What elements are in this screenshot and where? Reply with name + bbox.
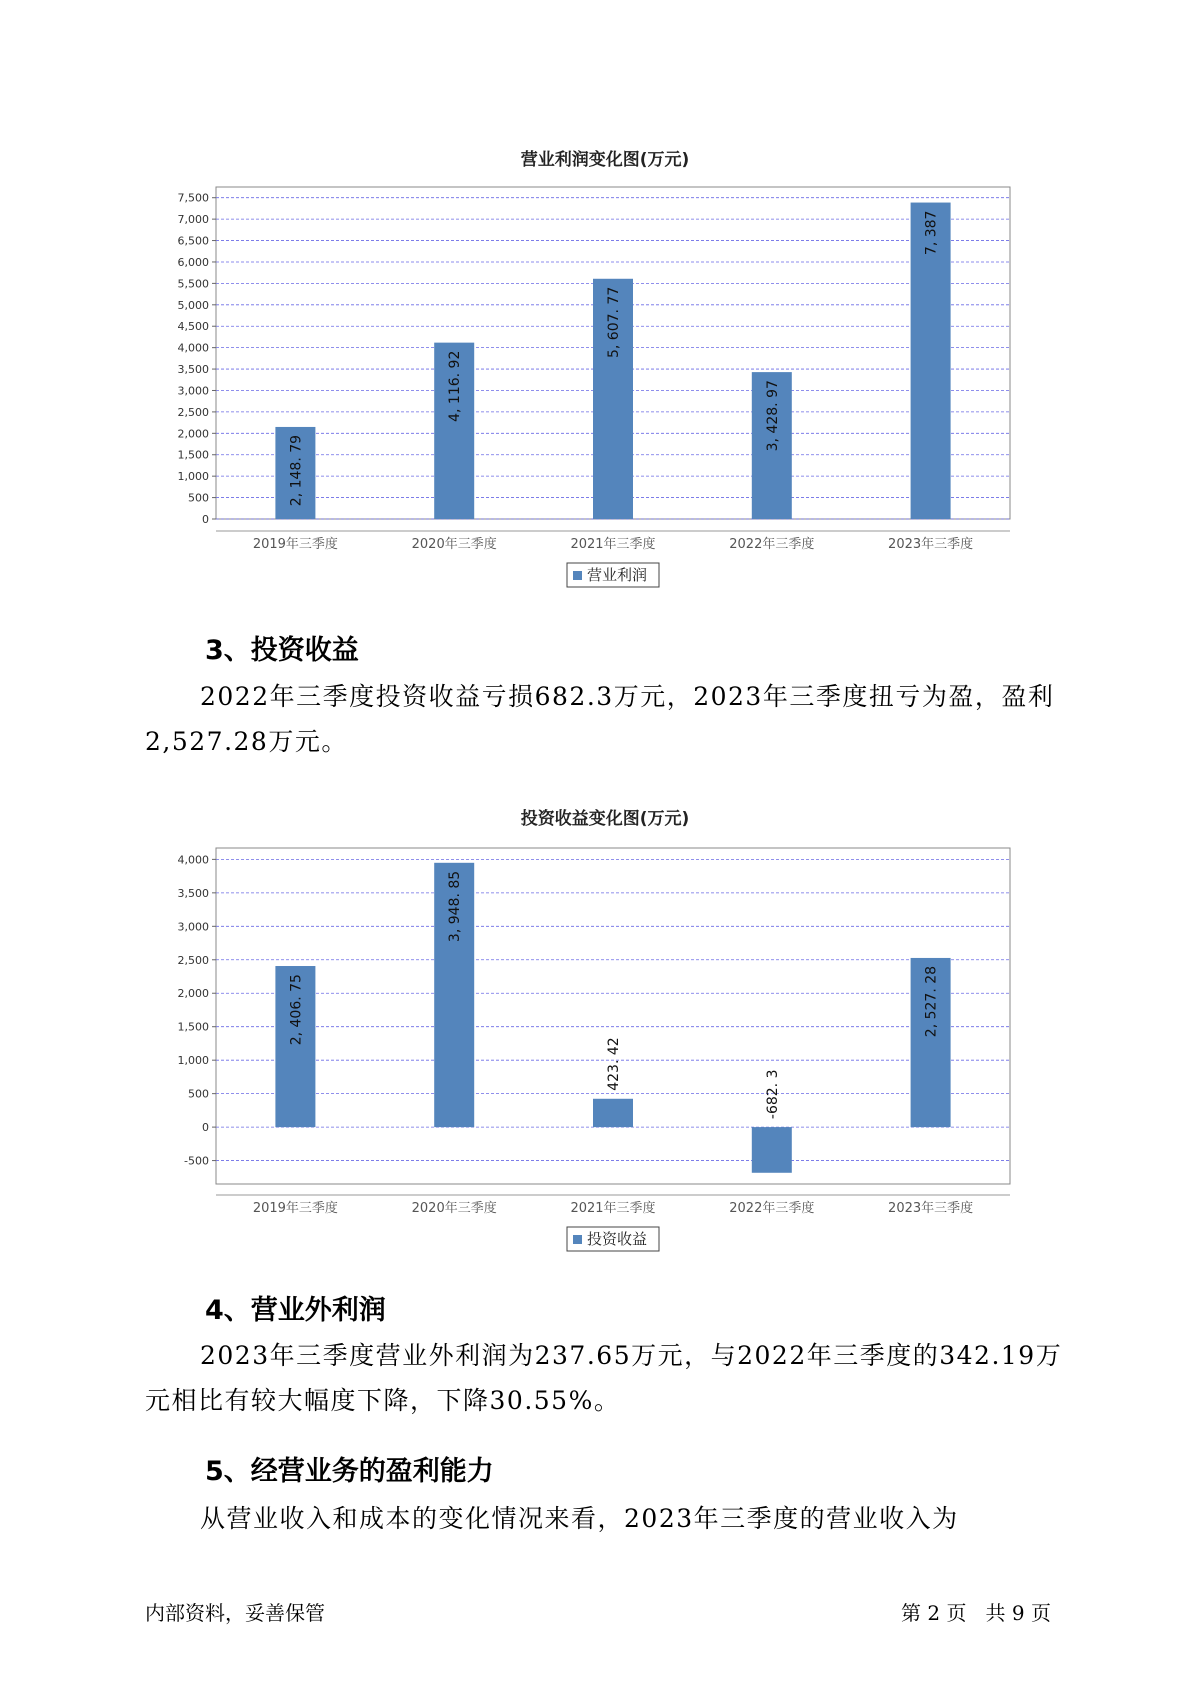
y-tick-label: 4,000 — [177, 341, 209, 355]
x-tick-label: 2023年三季度 — [888, 537, 974, 552]
bar-value-label: 2, 527. 28 — [923, 965, 940, 1038]
y-tick-label: 1,000 — [177, 470, 209, 484]
business-paragraph-line-1: 从营业收入和成本的变化情况来看，2023年三季度的营业收入为 — [200, 1504, 959, 1533]
y-tick-label: 7,500 — [177, 191, 209, 205]
y-tick-label: 3,500 — [177, 886, 209, 900]
x-tick-label: 2019年三季度 — [252, 537, 338, 552]
y-tick-label: 3,500 — [177, 363, 209, 377]
x-tick-label: 2020年三季度 — [411, 537, 497, 552]
y-tick-label: 1,500 — [177, 448, 209, 462]
x-tick-label: 2019年三季度 — [252, 1201, 338, 1216]
x-tick-label: 2021年三季度 — [570, 1201, 656, 1216]
operating-profit-chart — [150, 175, 1020, 595]
bar-value-label: 4, 116. 92 — [447, 350, 464, 422]
y-tick-label: 3,000 — [177, 384, 209, 398]
bar-value-label: 2, 406. 75 — [288, 974, 305, 1046]
bar — [593, 1099, 633, 1127]
plot-area — [216, 848, 1010, 1184]
section-heading-non-operating-profit: 4、营业外利润 — [205, 1295, 386, 1326]
bar-value-label: 423. 42 — [606, 1037, 622, 1091]
y-tick-label: 1,500 — [177, 1020, 209, 1034]
y-tick-label: 3,000 — [177, 920, 209, 934]
y-tick-label: 2,500 — [177, 953, 209, 967]
y-tick-label: 2,500 — [177, 405, 209, 419]
y-tick-label: 2,000 — [177, 987, 209, 1001]
section-heading-business-profitability: 5、经营业务的盈利能力 — [205, 1456, 494, 1487]
y-tick-label: 500 — [188, 491, 209, 505]
bar-value-label: 3, 428. 97 — [764, 380, 781, 452]
bar-value-label: 5, 607. 77 — [606, 286, 622, 359]
footer-confidential-note: 内部资料，妥善保管 — [145, 1601, 325, 1625]
investment-paragraph-line-2: 2,527.28万元。 — [145, 727, 348, 756]
x-tick-label: 2022年三季度 — [729, 1201, 815, 1216]
footer-page-number: 第 2 页 共 9 页 — [901, 1601, 1051, 1625]
y-tick-label: 500 — [188, 1087, 209, 1101]
bar-value-label: -682. 3 — [764, 1069, 781, 1120]
y-tick-label: 4,000 — [177, 853, 209, 867]
y-tick-label: 2,000 — [177, 427, 209, 441]
bar — [752, 1127, 792, 1173]
non-operating-paragraph-line-2: 元相比有较大幅度下降，下降30.55%。 — [145, 1386, 621, 1415]
y-tick-label: 4,500 — [177, 320, 209, 334]
bar-value-label: 3, 948. 85 — [447, 870, 464, 943]
chart1-title: 营业利润变化图(万元) — [520, 150, 690, 170]
section-heading-investment-income: 3、投资收益 — [205, 635, 359, 666]
investment-income-chart — [150, 836, 1020, 1256]
legend-swatch — [573, 571, 582, 580]
x-tick-label: 2022年三季度 — [729, 537, 815, 552]
x-tick-label: 2021年三季度 — [570, 537, 656, 552]
chart2-title: 投资收益变化图(万元) — [520, 809, 690, 829]
bar-value-label: 2, 148. 79 — [288, 434, 305, 507]
y-tick-label: 0 — [202, 1121, 209, 1135]
y-tick-label: 1,000 — [177, 1054, 209, 1068]
x-tick-label: 2023年三季度 — [888, 1201, 974, 1216]
y-tick-label: 6,000 — [177, 255, 209, 269]
investment-paragraph-line-1: 2022年三季度投资收益亏损682.3万元，2023年三季度扭亏为盈，盈利 — [200, 682, 1055, 711]
y-tick-label: 5,500 — [177, 277, 209, 291]
non-operating-paragraph-line-1: 2023年三季度营业外利润为237.65万元，与2022年三季度的342.19万 — [200, 1341, 1063, 1370]
y-tick-label: 5,000 — [177, 298, 209, 312]
legend-label: 营业利润 — [587, 566, 648, 584]
x-tick-label: 2020年三季度 — [411, 1201, 497, 1216]
y-tick-label: 0 — [202, 513, 209, 526]
legend-label: 投资收益 — [587, 1230, 648, 1248]
bar-value-label: 7, 387 — [923, 210, 940, 256]
y-tick-label: 6,500 — [177, 234, 209, 248]
legend-swatch — [573, 1235, 582, 1244]
y-tick-label: -500 — [184, 1154, 209, 1168]
y-tick-label: 7,000 — [177, 213, 209, 227]
